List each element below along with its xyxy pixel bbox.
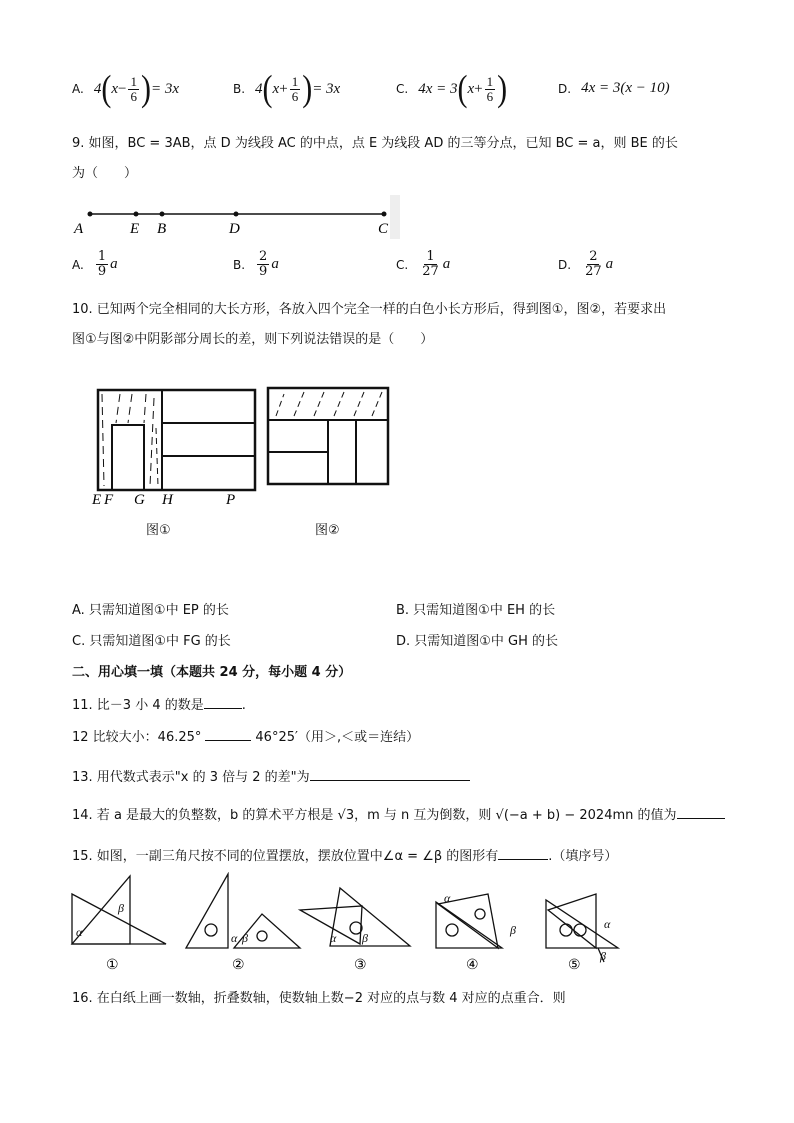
- fig1-point-p: P: [226, 492, 236, 508]
- q9-option-d: D. $\frac{2}{27}$ a: [558, 249, 614, 279]
- alpha-label: α: [604, 917, 611, 931]
- q10-option-a: A. 只需知道图①中 EP 的长: [72, 603, 229, 618]
- q11-blank[interactable]: [204, 696, 242, 709]
- alpha-label: α: [76, 925, 83, 939]
- q8-option-b: B. 4 ( x + $\frac{1}{6}$ ) = 3x: [233, 67, 341, 109]
- q12-blank[interactable]: [205, 728, 251, 741]
- q11: 11. 比－3 小 4 的数是 .: [72, 698, 246, 713]
- set-square-figure-2: [186, 874, 300, 948]
- figure-label-5: ⑤: [568, 958, 581, 973]
- point-label-c: C: [378, 221, 389, 237]
- alpha-label: α: [231, 931, 238, 945]
- beta-label: β: [362, 931, 368, 945]
- q10-option-b: B. 只需知道图①中 EH 的长: [396, 603, 556, 618]
- figure-label-1: ①: [106, 958, 119, 973]
- set-square-figure-4: [436, 891, 516, 948]
- q9-option-b: B. $\frac{2}{9}$ a: [233, 249, 279, 279]
- beta-label: β: [242, 931, 248, 945]
- q9-text-line2: 为（ ）: [72, 166, 138, 181]
- fig1-point-e: E: [92, 492, 102, 508]
- q10-text-line2: 图①与图②中阴影部分周长的差，则下列说法错误的是（ ）: [72, 332, 434, 347]
- q8-option-a: A. 4 ( x − $\frac{1}{6}$ ) = 3x: [72, 67, 179, 109]
- q13-blank[interactable]: [310, 768, 470, 781]
- q9-segment-figure: [72, 195, 402, 241]
- q10-text-line1: 10. 已知两个完全相同的大长方形，各放入四个完全一样的白色小长方形后，得到图①，图②，若要求出: [72, 302, 667, 317]
- q8-option-c: C. 4x = 3 ( x + $\frac{1}{6}$ ): [396, 67, 508, 109]
- point-label-d: D: [229, 221, 240, 237]
- fig1-caption: 图①: [146, 523, 171, 538]
- fig1-point-h: H: [162, 492, 173, 508]
- figure-2: [268, 388, 388, 484]
- q10-figures: [88, 368, 408, 548]
- figure-label-2: ②: [232, 958, 245, 973]
- q9-option-c: C. $\frac{1}{27}$ a: [396, 249, 451, 279]
- point-b: [160, 212, 165, 217]
- q10-option-d: D. 只需知道图①中 GH 的长: [396, 634, 559, 649]
- figure-label-4: ④: [466, 958, 479, 973]
- beta-label: β: [510, 923, 516, 937]
- q15-blank[interactable]: [498, 847, 548, 860]
- point-e: [134, 212, 139, 217]
- fig1-point-f: F: [104, 492, 114, 508]
- alpha-label: α: [444, 891, 451, 905]
- q8-option-d: D. 4x = 3(x − 10): [558, 80, 670, 96]
- q15-triangle-figures: [68, 872, 628, 976]
- section-2-heading: 二、用心填一填（本题共 24 分，每小题 4 分）: [72, 665, 352, 680]
- beta-label: β: [600, 949, 606, 963]
- q15: 15. 如图，一副三角尺按不同的位置摆放，摆放位置中∠α = ∠β 的图形有 .（填序号）: [72, 849, 618, 864]
- q10-option-c: C. 只需知道图①中 FG 的长: [72, 634, 231, 649]
- q9-text-line1: 9. 如图，BC = 3AB，点 D 为线段 AC 的中点，点 E 为线段 AD 的三等分点，已知 BC = a，则 BE 的长: [72, 136, 678, 151]
- point-d: [234, 212, 239, 217]
- q14-blank[interactable]: [677, 806, 725, 819]
- figure-scan-edge: [390, 195, 400, 239]
- figure-1: [91, 390, 255, 508]
- alpha-label: α: [330, 931, 337, 945]
- point-label-b: B: [157, 221, 167, 237]
- q9-option-a: A. $\frac{1}{9}$ a: [72, 249, 118, 279]
- fig2-caption: 图②: [315, 523, 340, 538]
- q13: 13. 用代数式表示"x 的 3 倍与 2 的差"为: [72, 766, 470, 785]
- point-c: [382, 212, 387, 217]
- q16: 16. 在白纸上画一数轴，折叠数轴，使数轴上数−2 对应的点与数 4 对应的点重合．则: [72, 991, 566, 1006]
- q14: 14. 若 a 是最大的负整数，b 的算术平方根是 √3，m 与 n 互为倒数，则 √(−a + b) − 2024mn 的值为: [72, 804, 725, 823]
- set-square-figure-1: [72, 876, 166, 944]
- set-square-figure-5: [546, 894, 618, 963]
- set-square-figure-3: [300, 888, 410, 946]
- point-a: [88, 212, 93, 217]
- point-label-e: E: [130, 221, 140, 237]
- figure-label-3: ③: [354, 958, 367, 973]
- q12: 12 比较大小：46.25° 46°25′（用＞,＜或＝连结）: [72, 730, 420, 745]
- beta-label: β: [118, 901, 124, 915]
- point-label-a: A: [74, 221, 84, 237]
- fig1-point-g: G: [134, 492, 145, 508]
